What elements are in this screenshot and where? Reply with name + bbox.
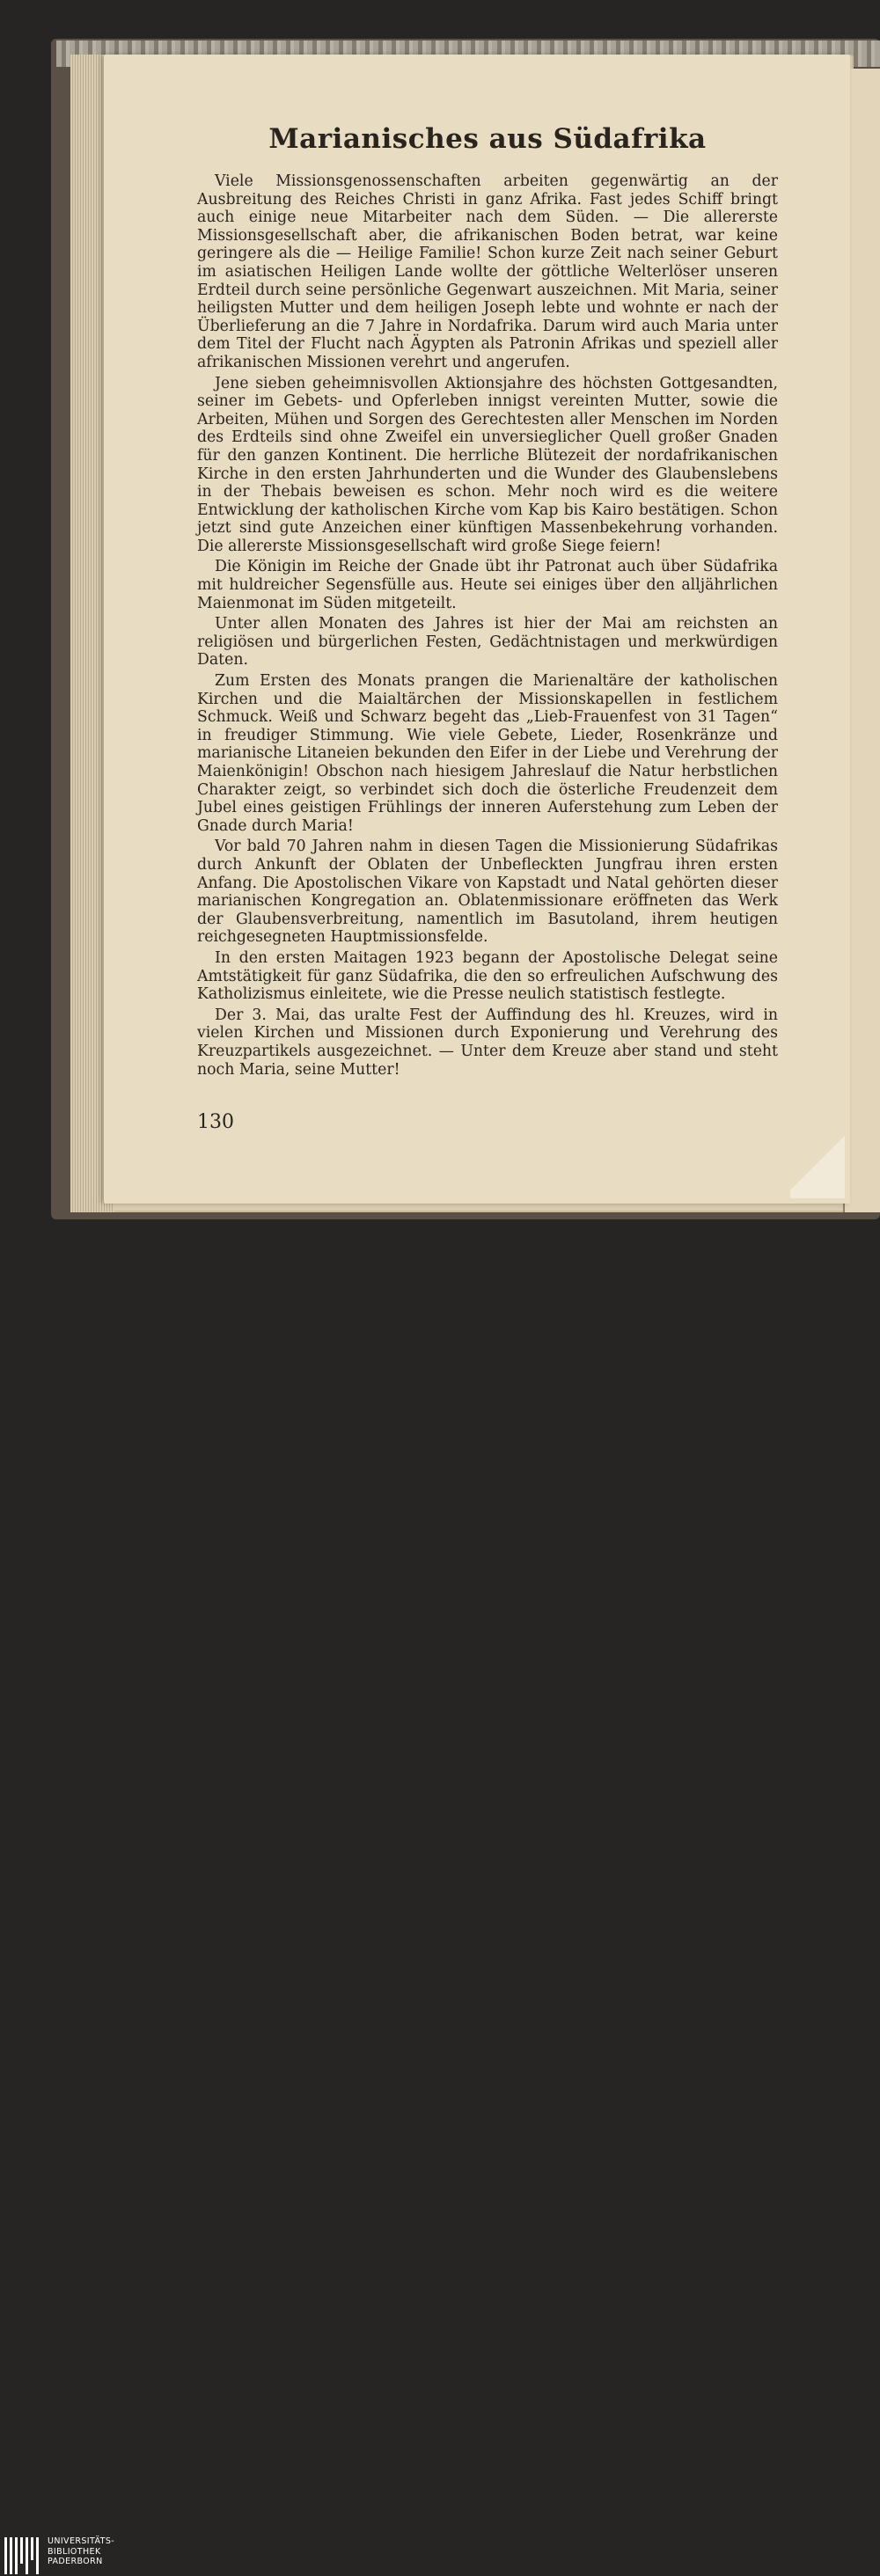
page-corner-fold — [790, 1128, 845, 1198]
article-title: Marianisches aus Südafrika — [268, 123, 707, 155]
paragraph: Unter allen Monaten des Jahres ist hier der Mai am reichsten an religiösen und bürgerlichen Festen, Gedächtnistagen und merkwürdigen Daten. — [197, 615, 778, 670]
article-body — [197, 123, 778, 1081]
paragraph: Die Königin im Reiche der Gnade übt ihr Patronat auch über Südafrika mit huldreicher Segensfülle aus. Heute sei einiges über den alljährlichen Maienmonat im Süden mitgeteilt. — [197, 558, 778, 612]
page-number: 130 — [197, 1111, 234, 1133]
library-name-line: BIBLIOTHEK — [48, 2546, 101, 2557]
library-footer — [0, 1267, 880, 2566]
library-barcode-logo-icon — [4, 2536, 42, 2576]
paragraph: Der 3. Mai, das uralte Fest der Auffindung des hl. Kreuzes, wird in vielen Kirchen und Missionen durch Exponierung und Verehrung des Kreuzpartikels ausgezeichnet. — Unter dem Kreuze aber stand und steht noch Maria, seine Mutter! — [197, 1006, 778, 1079]
library-name — [48, 2536, 114, 2567]
paragraph: In den ersten Maitagen 1923 begann der Apostolische Delegat seine Amtstätigkeit für ganz Südafrika, die den so erfreulichen Aufschwung des Katholizismus einleitete, wie die Presse neulich statistisch festlegte. — [197, 948, 778, 1004]
scanned-book-photo — [0, 0, 880, 1267]
paragraph: Zum Ersten des Monats prangen die Marienaltäre der katholischen Kirchen und die Maialtärchen der Missionskapellen in festlichem Schmuck. Weiß und Schwarz begeht das „Lieb-Frauenfest von 31 Tagen“ in freudiger Stimmung. Wie viele Gebete, Lieder, Rosenkränze und marianische Litaneien bekunden den Eifer in der Liebe und Verehrung der Maienkönigin! Obschon nach hiesigem Jahreslauf die Natur herbstlichen Charakter zeigt, so verbindet sich doch die österliche Freudenzeit dem Jubel eines geistigen Frühlings der inneren Auferstehung zum Leben der Gnade durch Maria! — [197, 672, 778, 835]
paragraph: Viele Missionsgenossenschaften arbeiten gegenwärtig an der Ausbreitung des Reiches Christi in ganz Afrika. Fast jedes Schiff bringt auch einige neue Mitarbeiter nach dem Süden. — Die allererste Missionsgesellschaft aber, die afrikanischen Boden betrat, war keine geringere als die — Heilige Familie! Schon kurze Zeit nach seiner Geburt im asiatischen Heiligen Lande wollte der göttliche Welterlöser unseren Erdteil durch seine persönliche Gegenwart auszeichnen. Mit Maria, seiner heiligsten Mutter und dem heiligen Joseph lebte und wohnte er nach der Überlieferung an die 7 Jahre in Nordafrika. Darum wird auch Maria unter dem Titel der Flucht nach Ägypten als Patronin Afrikas und speziell aller afrikanischen Missionen verehrt und angerufen. — [197, 172, 778, 371]
paragraph: Jene sieben geheimnisvollen Aktionsjahre des höchsten Gottgesandten, seiner im Gebets- und Opferleben innigst vereinten Mutter, sowie die Arbeiten, Mühen und Sorgen des Gerechtesten aller Menschen im Norden des Erdteils sind ohne Zweifel ein unversieglicher Quell großer Gnaden für den ganzen Kontinent. Die herrliche Blütezeit der nordafrikanischen Kirche in den ersten Jahrhunderten und die Wunder des Glaubenslebens in der Thebais beweisen es schon. Mehr noch wird es die weitere Entwicklung der katholischen Kirche vom Kap bis Kairo bestätigen. Schon jetzt sind gute Anzeichen einer künftigen Massenbekehrung vorhanden. Die allererste Missionsgesellschaft wird große Siege feiern! — [197, 374, 778, 555]
library-name-line: UNIVERSITÄTS- — [48, 2536, 115, 2546]
paragraph: Vor bald 70 Jahren nahm in diesen Tagen die Missionierung Südafrikas durch Ankunft der Oblaten der Unbefleckten Jungfrau ihren ersten Anfang. Die Apostolischen Vikare von Kapstadt und Natal gehörten dieser marianischen Kongregation an. Oblatenmissionare eröffneten das Werk der Glaubensverbreitung, namentlich im Basutoland, ihrem heutigen reichgesegneten Hauptmissionsfelde. — [197, 838, 778, 947]
library-name-line: PADERBORN — [48, 2557, 103, 2566]
